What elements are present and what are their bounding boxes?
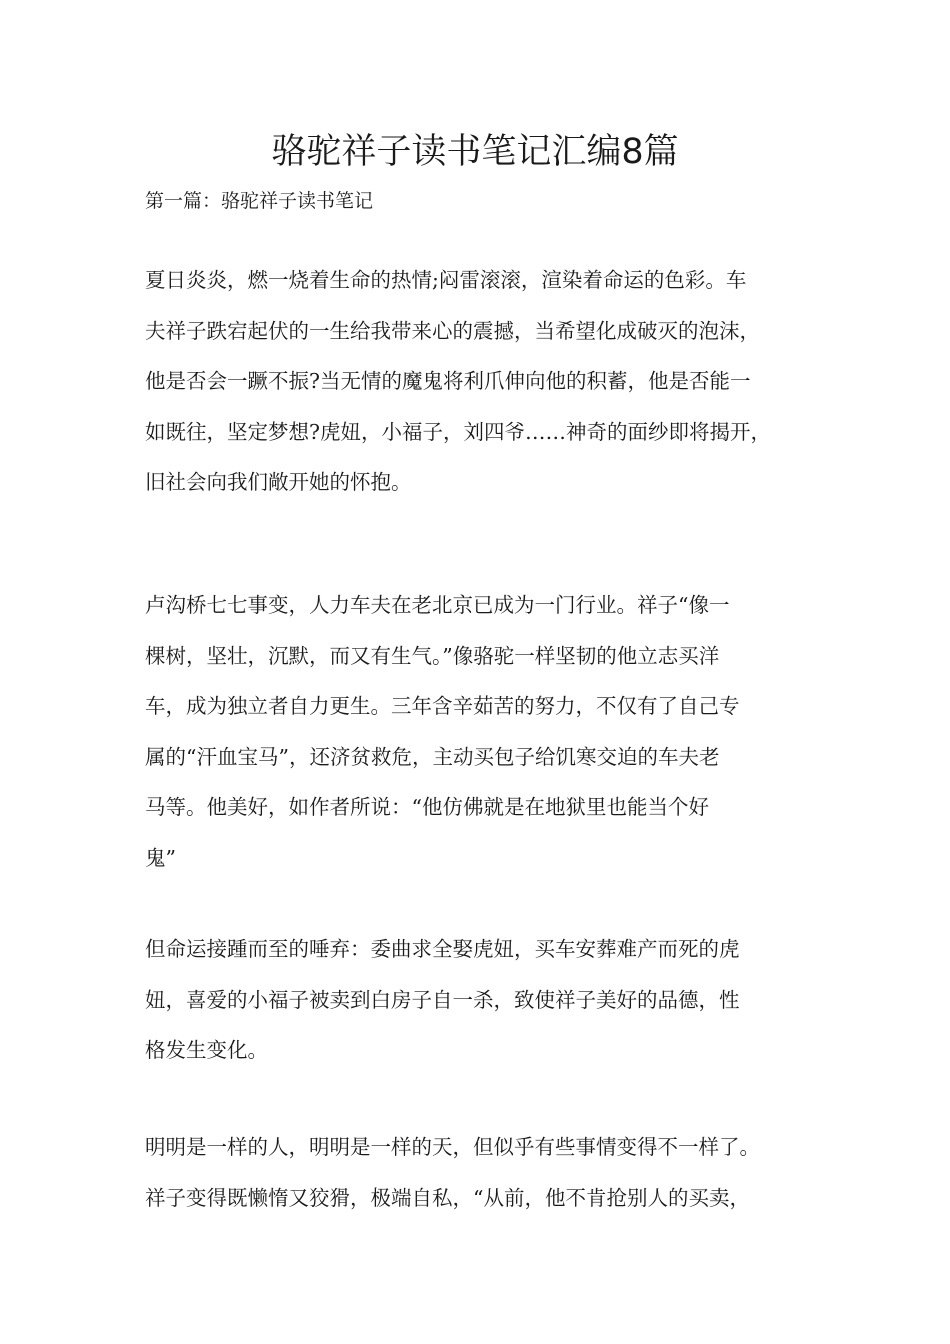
paragraph-line: 格发生变化。	[145, 1038, 268, 1062]
paragraph-line: 他是否会一蹶不振?当无情的魔鬼将利爪伸向他的积蓄，他是否能一	[145, 369, 751, 393]
paragraph-line: 属的“汗血宝马”，还济贫救危，主动买包子给饥寒交迫的车夫老	[145, 744, 720, 769]
paragraph-line: 鬼”	[145, 845, 176, 870]
paragraph-4	[145, 1122, 825, 1223]
paragraph-2	[145, 580, 825, 883]
paragraph-line: 妞，喜爱的小福子被卖到白房子自一杀，致使祥子美好的品德，性	[145, 987, 740, 1012]
paragraph-line: 明明是一样的人，明明是一样的天，但似乎有些事情变得不一样了。	[145, 1135, 760, 1159]
section-heading: 第一篇：骆驼祥子读书笔记	[145, 190, 374, 212]
paragraph-line: 卢沟桥七七事变，人力车夫在老北京已成为一门行业。祥子“像一	[145, 593, 730, 617]
paragraph-line: 夏日炎炎，燃一烧着生命的热情;闷雷滚滚，渲染着命运的色彩。车	[145, 268, 747, 292]
paragraph-line: 祥子变得既懒惰又狡猾，极端自私，“从前，他不肯抢别人的买卖，	[145, 1185, 750, 1210]
paragraph-3	[145, 924, 825, 1076]
document-title: 骆驼祥子读书笔记汇编8篇	[271, 132, 679, 172]
paragraph-line: 旧社会向我们敞开她的怀抱。	[145, 470, 412, 494]
paragraph-line: 棵树，坚壮，沉默，而又有生气。”像骆驼一样坚韧的他立志买洋	[145, 643, 720, 668]
paragraph-line: 但命运接踵而至的唾弃：委曲求全娶虎妞，买车安葬难产而死的虎	[145, 937, 740, 961]
paragraph-line: 马等。他美好，如作者所说：“他仿佛就是在地狱里也能当个好	[145, 795, 709, 819]
paragraph-line: 夫祥子跌宕起伏的一生给我带来心的震撼，当希望化成破灭的泡沫，	[145, 318, 760, 343]
paragraph-line: 车，成为独立者自力更生。三年含辛茹苦的努力，不仅有了自己专	[145, 694, 740, 718]
paragraph-line: 如既往，坚定梦想?虎妞，小福子，刘四爷……神奇的面纱即将揭开，	[145, 419, 771, 444]
paragraph-1	[145, 255, 825, 508]
